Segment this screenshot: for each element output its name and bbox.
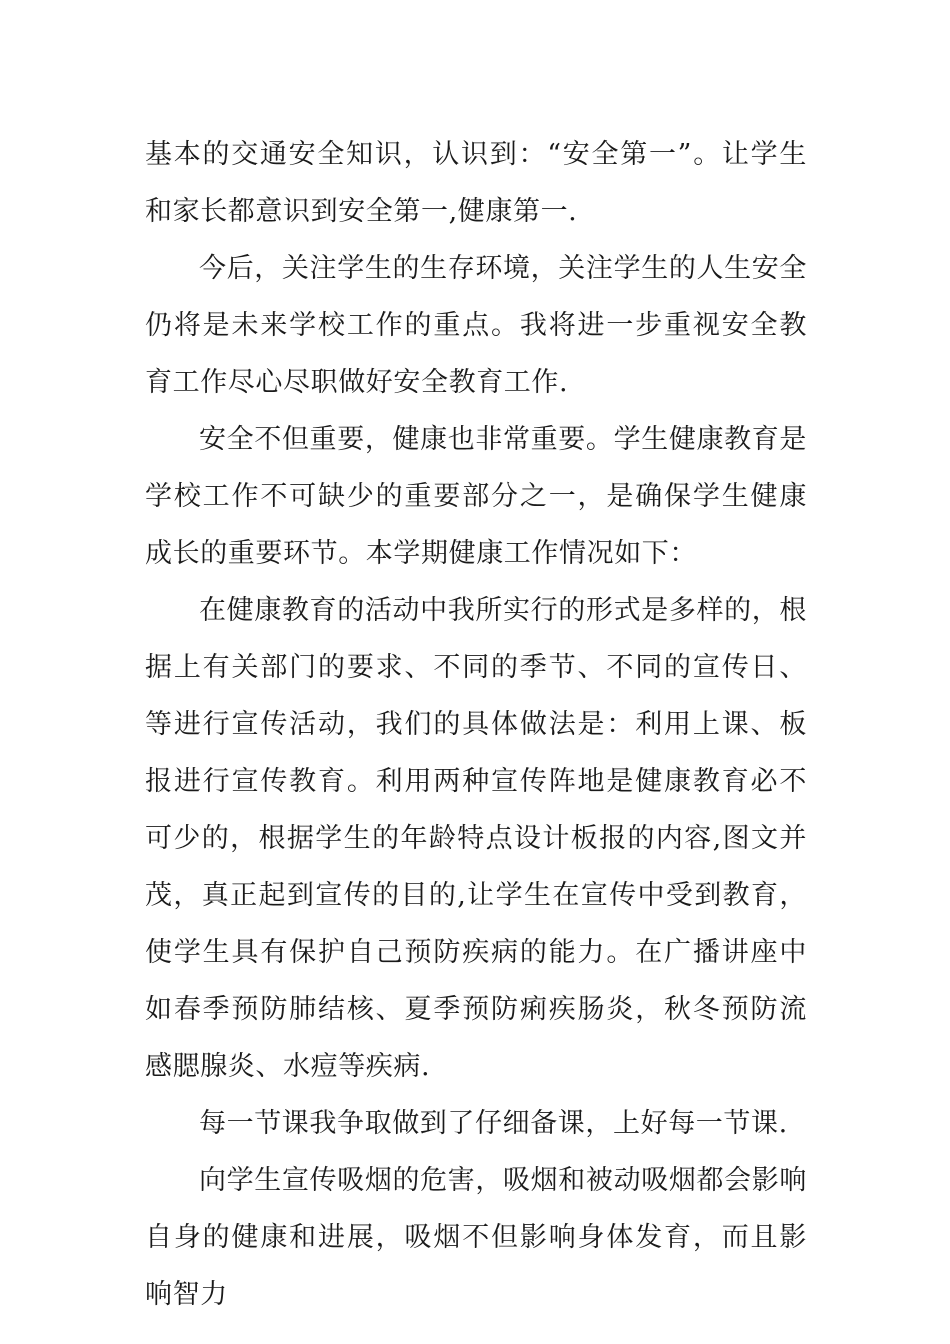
paragraph-6: 向学生宣传吸烟的危害，吸烟和被动吸烟都会影响自身的健康和进展，吸烟不但影响身体发育，而且影响智力 — [145, 1165, 807, 1310]
document-body — [145, 126, 807, 1323]
paragraph-2: 今后，关注学生的生存环境，关注学生的人生安全仍将是未来学校工作的重点。我将进一步重视安全教育工作尽心尽职做好安全教育工作. — [145, 253, 807, 398]
paragraph-5: 每一节课我争取做到了仔细备课，上好每一节课. — [199, 1108, 788, 1139]
paragraph-3: 安全不但重要，健康也非常重要。学生健康教育是学校工作不可缺少的重要部分之一，是确保学生健康成长的重要环节。本学期健康工作情况如下： — [145, 424, 807, 569]
paragraph-4: 在健康教育的活动中我所实行的形式是多样的，根据上有关部门的要求、不同的季节、不同的宣传日、等进行宣传活动，我们的具体做法是：利用上课、板报进行宣传教育。利用两种宣传阵地是健康教育必不可少的，根据学生的年龄特点设计板报的内容,图文并茂，真正起到宣传的目的,让学生在宣传中受到教育，使学生具有保护自己预防疾病的能力。在广播讲座中如春季预防肺结核、夏季预防痢疾肠炎，秋冬预防流感腮腺炎、水痘等疾病. — [145, 595, 807, 1082]
paragraph-1: 基本的交通安全知识，认识到：“安全第一”。让学生和家长都意识到安全第一,健康第一. — [145, 139, 807, 227]
